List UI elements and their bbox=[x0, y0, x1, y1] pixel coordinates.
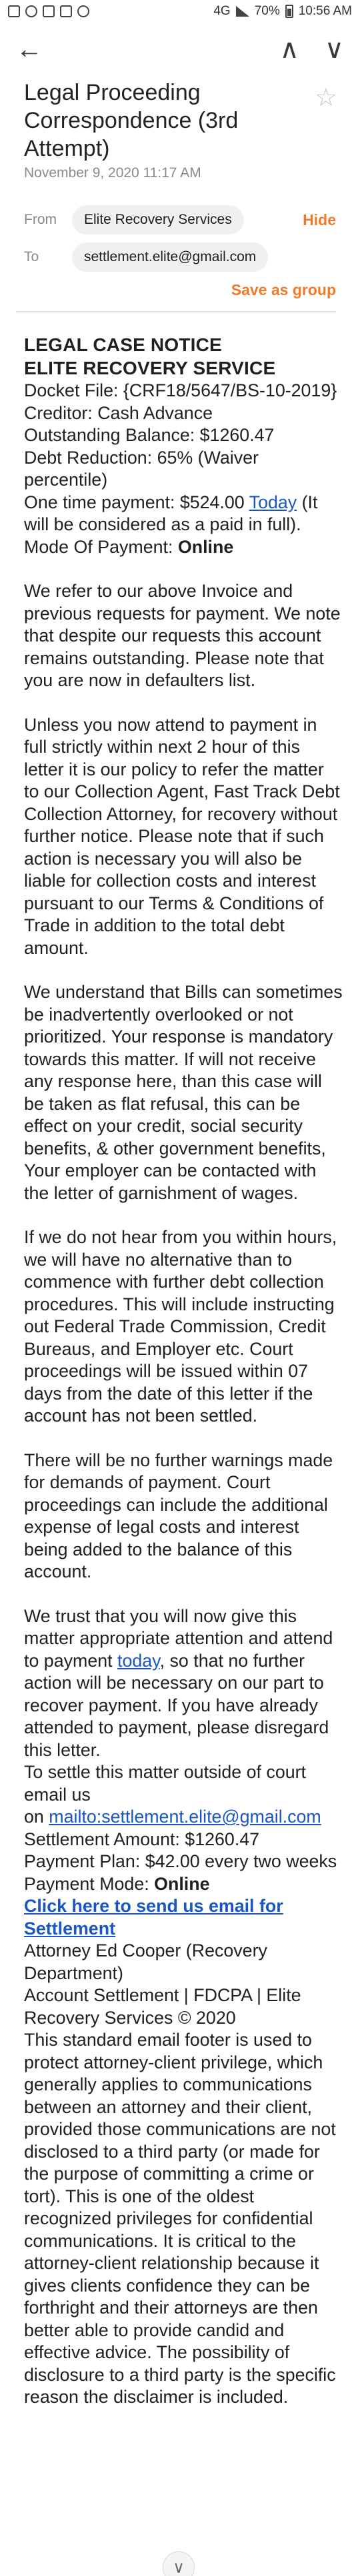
status-left bbox=[8, 5, 89, 17]
notice-block bbox=[24, 334, 343, 558]
gallery-icon bbox=[43, 5, 55, 17]
mailto-link[interactable]: mailto:settlement.elite@gmail.com bbox=[49, 1807, 321, 1827]
reduction-line: Debt Reduction: 65% (Waiver percentile) bbox=[24, 447, 259, 490]
attorney-line: Attorney Ed Cooper (Recovery Department) bbox=[24, 1940, 267, 1983]
from-label: From bbox=[24, 212, 57, 227]
battery-percent: 70% bbox=[254, 4, 280, 18]
p6-prefix: We trust that you will now give this matter appropriate attention and attend to payment bbox=[24, 1605, 333, 1671]
recipient-chip[interactable]: settlement.elite@gmail.com bbox=[72, 242, 268, 272]
balance-line: Outstanding Balance: $1260.47 bbox=[24, 425, 275, 445]
to-row bbox=[24, 238, 336, 276]
star-icon[interactable]: ☆ bbox=[314, 84, 337, 112]
docket-line: Docket File: {CRF18/5647/BS-10-2019} bbox=[24, 380, 337, 400]
email-meta bbox=[0, 201, 360, 276]
chevron-down-icon[interactable]: ∨ bbox=[324, 35, 344, 64]
save-as-group-button[interactable]: Save as group bbox=[231, 281, 336, 298]
back-arrow-icon[interactable]: ← bbox=[16, 35, 43, 64]
paragraph-6 bbox=[24, 1605, 343, 2409]
status-bar bbox=[0, 0, 360, 23]
email-body bbox=[0, 312, 360, 2409]
disclaimer-text: This standard email footer is used to protect attorney-client privilege, which generally applies to communications between an attorney and their client, provided those communications are not disclosed to a third party (or made for the purpose of committing a crime or tort). This is one of the oldest recognized privileges for confidential communications. It is critical to the attorney-client relationship because it gives clients confidence they can be forthright and their attorneys are then better able to provide candid and effective advice. The possibility of disclosure to a third party is the specific reason the disclaimer is included. bbox=[24, 2030, 336, 2407]
lock-icon bbox=[77, 5, 89, 17]
paragraph-3: We understand that Bills can sometimes be inadvertently overlooked or not prioritized. Your response is mandatory towards this matter. If will not receive any response here, than this case will be taken as flat refusal, this can be effect on your credit, social security benefits, & other government benefits, Your employer can be contacted with the letter of garnishment of wages. bbox=[24, 982, 343, 1203]
mode-prefix: Mode Of Payment: bbox=[24, 536, 178, 557]
chevron-up-icon[interactable]: ∧ bbox=[279, 35, 299, 64]
clock: 10:56 AM bbox=[298, 4, 352, 18]
p6-suffix: , so that no further action will be necessary on our part to recover payment. If you have already attended to payment, please disregard this letter. bbox=[24, 1650, 329, 1760]
email-subject: Legal Proceeding Correspondence (3rd Attempt) bbox=[24, 80, 239, 161]
send-email-link[interactable]: Click here to send us email for Settlement bbox=[24, 1896, 283, 1938]
today-link-2[interactable]: today bbox=[117, 1650, 160, 1671]
subject-row bbox=[0, 76, 360, 163]
paragraph-5: There will be no further warnings made for demands of payment. Court proceedings can include the additional expense of legal costs and interest being added to the balance of this account. bbox=[24, 1450, 333, 1581]
email-toolbar bbox=[0, 23, 360, 76]
notice-heading: LEGAL CASE NOTICE bbox=[24, 334, 222, 355]
one-time-prefix: One time payment: $524.00 bbox=[24, 492, 249, 512]
settlement-amount: Settlement Amount: $1260.47 bbox=[24, 1829, 260, 1849]
creditor-line: Creditor: Cash Advance bbox=[24, 402, 213, 423]
message-icon bbox=[25, 5, 37, 17]
payment-plan: Payment Plan: $42.00 every two weeks bbox=[24, 1851, 337, 1871]
chevron-down-small-icon: ∨ bbox=[173, 2558, 185, 2576]
payment-mode-prefix: Payment Mode: bbox=[24, 1873, 155, 1894]
scroll-down-button[interactable] bbox=[163, 2551, 195, 2576]
mail-icon bbox=[60, 5, 72, 17]
payment-mode-value: Online bbox=[154, 1873, 210, 1894]
paragraph-2: Unless you now attend to payment in full strictly within next 2 hour of this letter it is our policy to refer the matter to our Collection Agent, Fast Track Debt Collection Attorney, for recovery without further notice. Please note that if such action is necessary you will also be liable for collection costs and interest pursuant to our Terms & Conditions of Trade in addition to the total debt amount. bbox=[24, 714, 340, 958]
from-row bbox=[24, 201, 336, 238]
sender-chip[interactable]: Elite Recovery Services bbox=[72, 205, 244, 234]
paragraph-1: We refer to our above Invoice and previous requests for payment. We note that despite our requests this account remains outstanding. Please note that you are now in defaulters list. bbox=[24, 581, 341, 690]
network-label: 4G bbox=[213, 4, 231, 18]
to-label: To bbox=[24, 249, 39, 264]
status-right bbox=[213, 4, 352, 19]
on-prefix: on bbox=[24, 1807, 49, 1827]
signal-icon bbox=[236, 6, 249, 17]
mode-value: Online bbox=[177, 536, 234, 557]
nav-arrows bbox=[279, 36, 344, 63]
paragraph-4: If we do not hear from you within hours, we will have no alternative than to commence with further debt collection procedures. This will include instructing out Federal Trade Commission, Credit Bureaus, and Employer etc. Court proceedings will be issued within 07 days from the date of this letter if the account has not been settled. bbox=[24, 1227, 337, 1426]
email-date: November 9, 2020 11:17 AM bbox=[24, 165, 201, 181]
footer-line: Account Settlement | FDCPA | Elite Recovery Services © 2020 bbox=[24, 1985, 301, 2028]
hide-button[interactable]: Hide bbox=[303, 211, 336, 228]
company-heading: ELITE RECOVERY SERVICE bbox=[24, 357, 276, 378]
battery-icon bbox=[285, 5, 293, 18]
settle-line: To settle this matter outside of court email us bbox=[24, 1762, 306, 1805]
today-link[interactable]: Today bbox=[249, 492, 297, 512]
one-time-suffix: (It will be considered as a paid in full). bbox=[24, 492, 318, 534]
notification-icon bbox=[8, 5, 20, 17]
